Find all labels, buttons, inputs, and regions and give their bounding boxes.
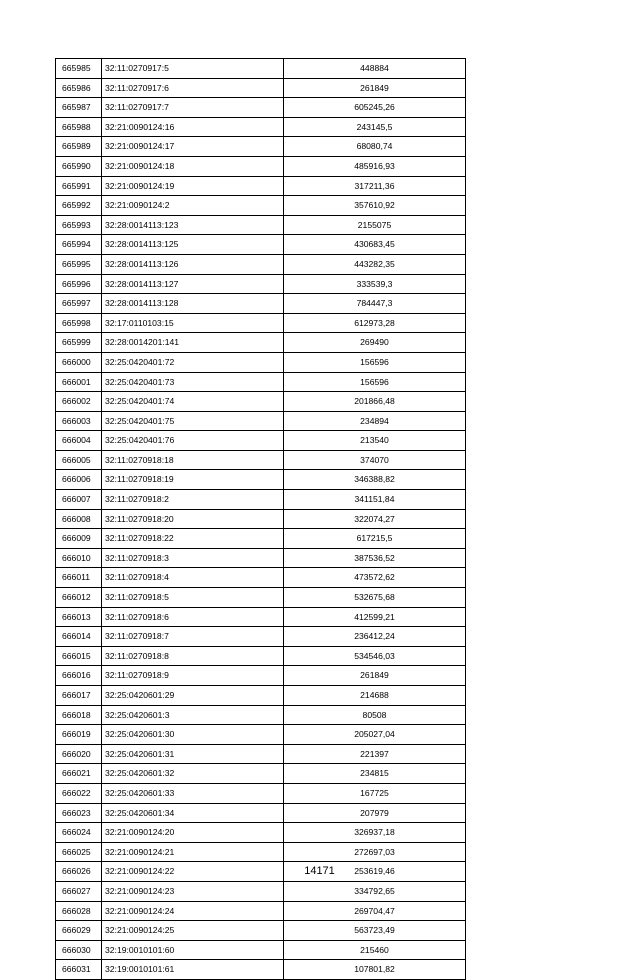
cadastral-number-cell: 32:11:0270918:3 xyxy=(102,548,284,568)
cadastral-value-cell: 334792,65 xyxy=(284,881,466,901)
table-row xyxy=(56,744,466,764)
table-row xyxy=(56,823,466,843)
cadastral-value-cell: 261849 xyxy=(284,666,466,686)
cadastral-number-cell: 32:25:0420401:72 xyxy=(102,352,284,372)
cadastral-number-cell: 32:25:0420601:31 xyxy=(102,744,284,764)
row-number-cell: 665990 xyxy=(56,156,102,176)
cadastral-value-cell: 167725 xyxy=(284,783,466,803)
table-row xyxy=(56,568,466,588)
cadastral-number-cell: 32:25:0420601:29 xyxy=(102,686,284,706)
table-row xyxy=(56,764,466,784)
cadastral-number-cell: 32:21:0090124:19 xyxy=(102,176,284,196)
cadastral-value-cell: 412599,21 xyxy=(284,607,466,627)
cadastral-value-cell: 261849 xyxy=(284,78,466,98)
cadastral-value-cell: 605245,26 xyxy=(284,98,466,118)
cadastral-value-cell: 80508 xyxy=(284,705,466,725)
row-number-cell: 665999 xyxy=(56,333,102,353)
cadastral-number-cell: 32:21:0090124:20 xyxy=(102,823,284,843)
row-number-cell: 666000 xyxy=(56,352,102,372)
table-row xyxy=(56,235,466,255)
table-row xyxy=(56,274,466,294)
row-number-cell: 665995 xyxy=(56,254,102,274)
table-row xyxy=(56,666,466,686)
cadastral-number-cell: 32:11:0270918:8 xyxy=(102,646,284,666)
cadastral-number-cell: 32:21:0090124:2 xyxy=(102,196,284,216)
cadastral-number-cell: 32:11:0270918:2 xyxy=(102,490,284,510)
row-number-cell: 666023 xyxy=(56,803,102,823)
row-number-cell: 666021 xyxy=(56,764,102,784)
cadastral-number-cell: 32:25:0420401:76 xyxy=(102,431,284,451)
cadastral-number-cell: 32:21:0090124:24 xyxy=(102,901,284,921)
row-number-cell: 666017 xyxy=(56,686,102,706)
cadastral-value-cell: 269704,47 xyxy=(284,901,466,921)
row-number-cell: 666010 xyxy=(56,548,102,568)
row-number-cell: 665991 xyxy=(56,176,102,196)
cadastral-value-cell: 473572,62 xyxy=(284,568,466,588)
row-number-cell: 666008 xyxy=(56,509,102,529)
row-number-cell: 666025 xyxy=(56,842,102,862)
row-number-cell: 665986 xyxy=(56,78,102,98)
row-number-cell: 666001 xyxy=(56,372,102,392)
cadastral-number-cell: 32:11:0270917:5 xyxy=(102,59,284,79)
row-number-cell: 665985 xyxy=(56,59,102,79)
row-number-cell: 666011 xyxy=(56,568,102,588)
table-row xyxy=(56,196,466,216)
row-number-cell: 666004 xyxy=(56,431,102,451)
table-row xyxy=(56,940,466,960)
table-row xyxy=(56,529,466,549)
cadastral-value-cell: 374070 xyxy=(284,450,466,470)
table-row xyxy=(56,725,466,745)
cadastral-number-cell: 32:25:0420601:34 xyxy=(102,803,284,823)
row-number-cell: 666022 xyxy=(56,783,102,803)
cadastral-value-cell: 448884 xyxy=(284,59,466,79)
cadastral-value-cell: 214688 xyxy=(284,686,466,706)
cadastral-value-cell: 234815 xyxy=(284,764,466,784)
table-row xyxy=(56,137,466,157)
row-number-cell: 666019 xyxy=(56,725,102,745)
cadastral-value-cell: 156596 xyxy=(284,372,466,392)
cadastral-number-cell: 32:11:0270918:22 xyxy=(102,529,284,549)
table-row xyxy=(56,901,466,921)
cadastral-number-cell: 32:25:0420401:73 xyxy=(102,372,284,392)
cadastral-value-cell: 234894 xyxy=(284,411,466,431)
cadastral-number-cell: 32:11:0270918:9 xyxy=(102,666,284,686)
table-row xyxy=(56,176,466,196)
table-row xyxy=(56,470,466,490)
cadastral-value-cell: 341151,84 xyxy=(284,490,466,510)
table-row xyxy=(56,588,466,608)
table-row xyxy=(56,78,466,98)
cadastral-number-cell: 32:21:0090124:25 xyxy=(102,921,284,941)
row-number-cell: 666029 xyxy=(56,921,102,941)
cadastral-value-cell: 387536,52 xyxy=(284,548,466,568)
table-row xyxy=(56,98,466,118)
table-row xyxy=(56,59,466,79)
cadastral-number-cell: 32:25:0420601:3 xyxy=(102,705,284,725)
row-number-cell: 665997 xyxy=(56,294,102,314)
cadastral-number-cell: 32:21:0090124:22 xyxy=(102,862,284,882)
row-number-cell: 666020 xyxy=(56,744,102,764)
table-row xyxy=(56,254,466,274)
table-row xyxy=(56,352,466,372)
cadastral-number-cell: 32:11:0270918:5 xyxy=(102,588,284,608)
cadastral-value-cell: 485916,93 xyxy=(284,156,466,176)
cadastral-number-cell: 32:11:0270918:7 xyxy=(102,627,284,647)
cadastral-value-cell: 333539,3 xyxy=(284,274,466,294)
cadastral-value-cell: 357610,92 xyxy=(284,196,466,216)
row-number-cell: 666018 xyxy=(56,705,102,725)
table-row xyxy=(56,392,466,412)
cadastral-value-cell: 156596 xyxy=(284,352,466,372)
cadastral-number-cell: 32:28:0014113:125 xyxy=(102,235,284,255)
cadastral-number-cell: 32:11:0270917:7 xyxy=(102,98,284,118)
table-row xyxy=(56,509,466,529)
table-row xyxy=(56,215,466,235)
cadastral-number-cell: 32:11:0270918:4 xyxy=(102,568,284,588)
row-number-cell: 665988 xyxy=(56,117,102,137)
cadastral-number-cell: 32:11:0270918:20 xyxy=(102,509,284,529)
cadastral-value-cell: 215460 xyxy=(284,940,466,960)
table-row xyxy=(56,333,466,353)
row-number-cell: 666014 xyxy=(56,627,102,647)
cadastral-number-cell: 32:21:0090124:21 xyxy=(102,842,284,862)
row-number-cell: 666009 xyxy=(56,529,102,549)
table-row xyxy=(56,313,466,333)
row-number-cell: 665993 xyxy=(56,215,102,235)
cadastral-value-cell: 617215,5 xyxy=(284,529,466,549)
cadastral-value-cell: 207979 xyxy=(284,803,466,823)
table-row xyxy=(56,450,466,470)
table-row xyxy=(56,627,466,647)
cadastral-value-cell: 236412,24 xyxy=(284,627,466,647)
table-row xyxy=(56,117,466,137)
cadastral-number-cell: 32:28:0014113:126 xyxy=(102,254,284,274)
cadastral-value-cell: 243145,5 xyxy=(284,117,466,137)
cadastral-number-cell: 32:28:0014201:141 xyxy=(102,333,284,353)
cadastral-value-cell: 272697,03 xyxy=(284,842,466,862)
table-row xyxy=(56,921,466,941)
row-number-cell: 666027 xyxy=(56,881,102,901)
row-number-cell: 666002 xyxy=(56,392,102,412)
cadastral-number-cell: 32:17:0110103:15 xyxy=(102,313,284,333)
cadastral-value-table xyxy=(55,58,466,980)
table-row xyxy=(56,705,466,725)
table-row xyxy=(56,431,466,451)
row-number-cell: 665998 xyxy=(56,313,102,333)
cadastral-value-cell: 326937,18 xyxy=(284,823,466,843)
row-number-cell: 665994 xyxy=(56,235,102,255)
cadastral-value-cell: 612973,28 xyxy=(284,313,466,333)
row-number-cell: 666005 xyxy=(56,450,102,470)
table-row xyxy=(56,646,466,666)
row-number-cell: 666028 xyxy=(56,901,102,921)
row-number-cell: 666016 xyxy=(56,666,102,686)
cadastral-number-cell: 32:19:0010101:60 xyxy=(102,940,284,960)
table-row xyxy=(56,156,466,176)
row-number-cell: 666031 xyxy=(56,960,102,980)
row-number-cell: 665996 xyxy=(56,274,102,294)
cadastral-number-cell: 32:21:0090124:17 xyxy=(102,137,284,157)
table-row xyxy=(56,686,466,706)
cadastral-number-cell: 32:21:0090124:16 xyxy=(102,117,284,137)
row-number-cell: 666003 xyxy=(56,411,102,431)
cadastral-number-cell: 32:28:0014113:123 xyxy=(102,215,284,235)
row-number-cell: 665992 xyxy=(56,196,102,216)
table-row xyxy=(56,490,466,510)
table-row xyxy=(56,372,466,392)
cadastral-value-cell: 322074,27 xyxy=(284,509,466,529)
table-row xyxy=(56,294,466,314)
cadastral-value-cell: 534546,03 xyxy=(284,646,466,666)
table-row xyxy=(56,548,466,568)
table-row xyxy=(56,803,466,823)
cadastral-value-cell: 107801,82 xyxy=(284,960,466,980)
cadastral-number-cell: 32:25:0420401:74 xyxy=(102,392,284,412)
cadastral-value-cell: 317211,36 xyxy=(284,176,466,196)
page-number: 14171 xyxy=(304,865,335,877)
cadastral-value-cell: 201866,48 xyxy=(284,392,466,412)
row-number-cell: 665989 xyxy=(56,137,102,157)
cadastral-value-cell: 2155075 xyxy=(284,215,466,235)
cadastral-number-cell: 32:19:0010101:61 xyxy=(102,960,284,980)
cadastral-value-cell: 430683,45 xyxy=(284,235,466,255)
cadastral-number-cell: 32:28:0014113:127 xyxy=(102,274,284,294)
cadastral-number-cell: 32:21:0090124:23 xyxy=(102,881,284,901)
row-number-cell: 666013 xyxy=(56,607,102,627)
table-row xyxy=(56,881,466,901)
row-number-cell: 666015 xyxy=(56,646,102,666)
row-number-cell: 666012 xyxy=(56,588,102,608)
cadastral-value-cell: 563723,49 xyxy=(284,921,466,941)
cadastral-value-cell: 213540 xyxy=(284,431,466,451)
table-row xyxy=(56,411,466,431)
row-number-cell: 666006 xyxy=(56,470,102,490)
cadastral-number-cell: 32:11:0270918:18 xyxy=(102,450,284,470)
cadastral-number-cell: 32:25:0420601:33 xyxy=(102,783,284,803)
cadastral-value-cell: 443282,35 xyxy=(284,254,466,274)
cadastral-value-cell: 221397 xyxy=(284,744,466,764)
cadastral-value-cell: 784447,3 xyxy=(284,294,466,314)
row-number-cell: 666026 xyxy=(56,862,102,882)
cadastral-number-cell: 32:11:0270917:6 xyxy=(102,78,284,98)
cadastral-value-cell: 68080,74 xyxy=(284,137,466,157)
cadastral-number-cell: 32:21:0090124:18 xyxy=(102,156,284,176)
row-number-cell: 666007 xyxy=(56,490,102,510)
cadastral-number-cell: 32:25:0420601:32 xyxy=(102,764,284,784)
table-body xyxy=(56,59,466,980)
table-row xyxy=(56,607,466,627)
cadastral-value-cell: 205027,04 xyxy=(284,725,466,745)
row-number-cell: 666024 xyxy=(56,823,102,843)
cadastral-number-cell: 32:25:0420401:75 xyxy=(102,411,284,431)
row-number-cell: 666030 xyxy=(56,940,102,960)
cadastral-number-cell: 32:28:0014113:128 xyxy=(102,294,284,314)
row-number-cell: 665987 xyxy=(56,98,102,118)
cadastral-number-cell: 32:25:0420601:30 xyxy=(102,725,284,745)
table-row xyxy=(56,960,466,980)
cadastral-value-cell: 346388,82 xyxy=(284,470,466,490)
table-row xyxy=(56,842,466,862)
cadastral-value-cell: 269490 xyxy=(284,333,466,353)
cadastral-number-cell: 32:11:0270918:19 xyxy=(102,470,284,490)
cadastral-number-cell: 32:11:0270918:6 xyxy=(102,607,284,627)
cadastral-value-cell: 532675,68 xyxy=(284,588,466,608)
cadastral-value-cell: 253619,46 xyxy=(284,862,466,882)
table-row xyxy=(56,783,466,803)
